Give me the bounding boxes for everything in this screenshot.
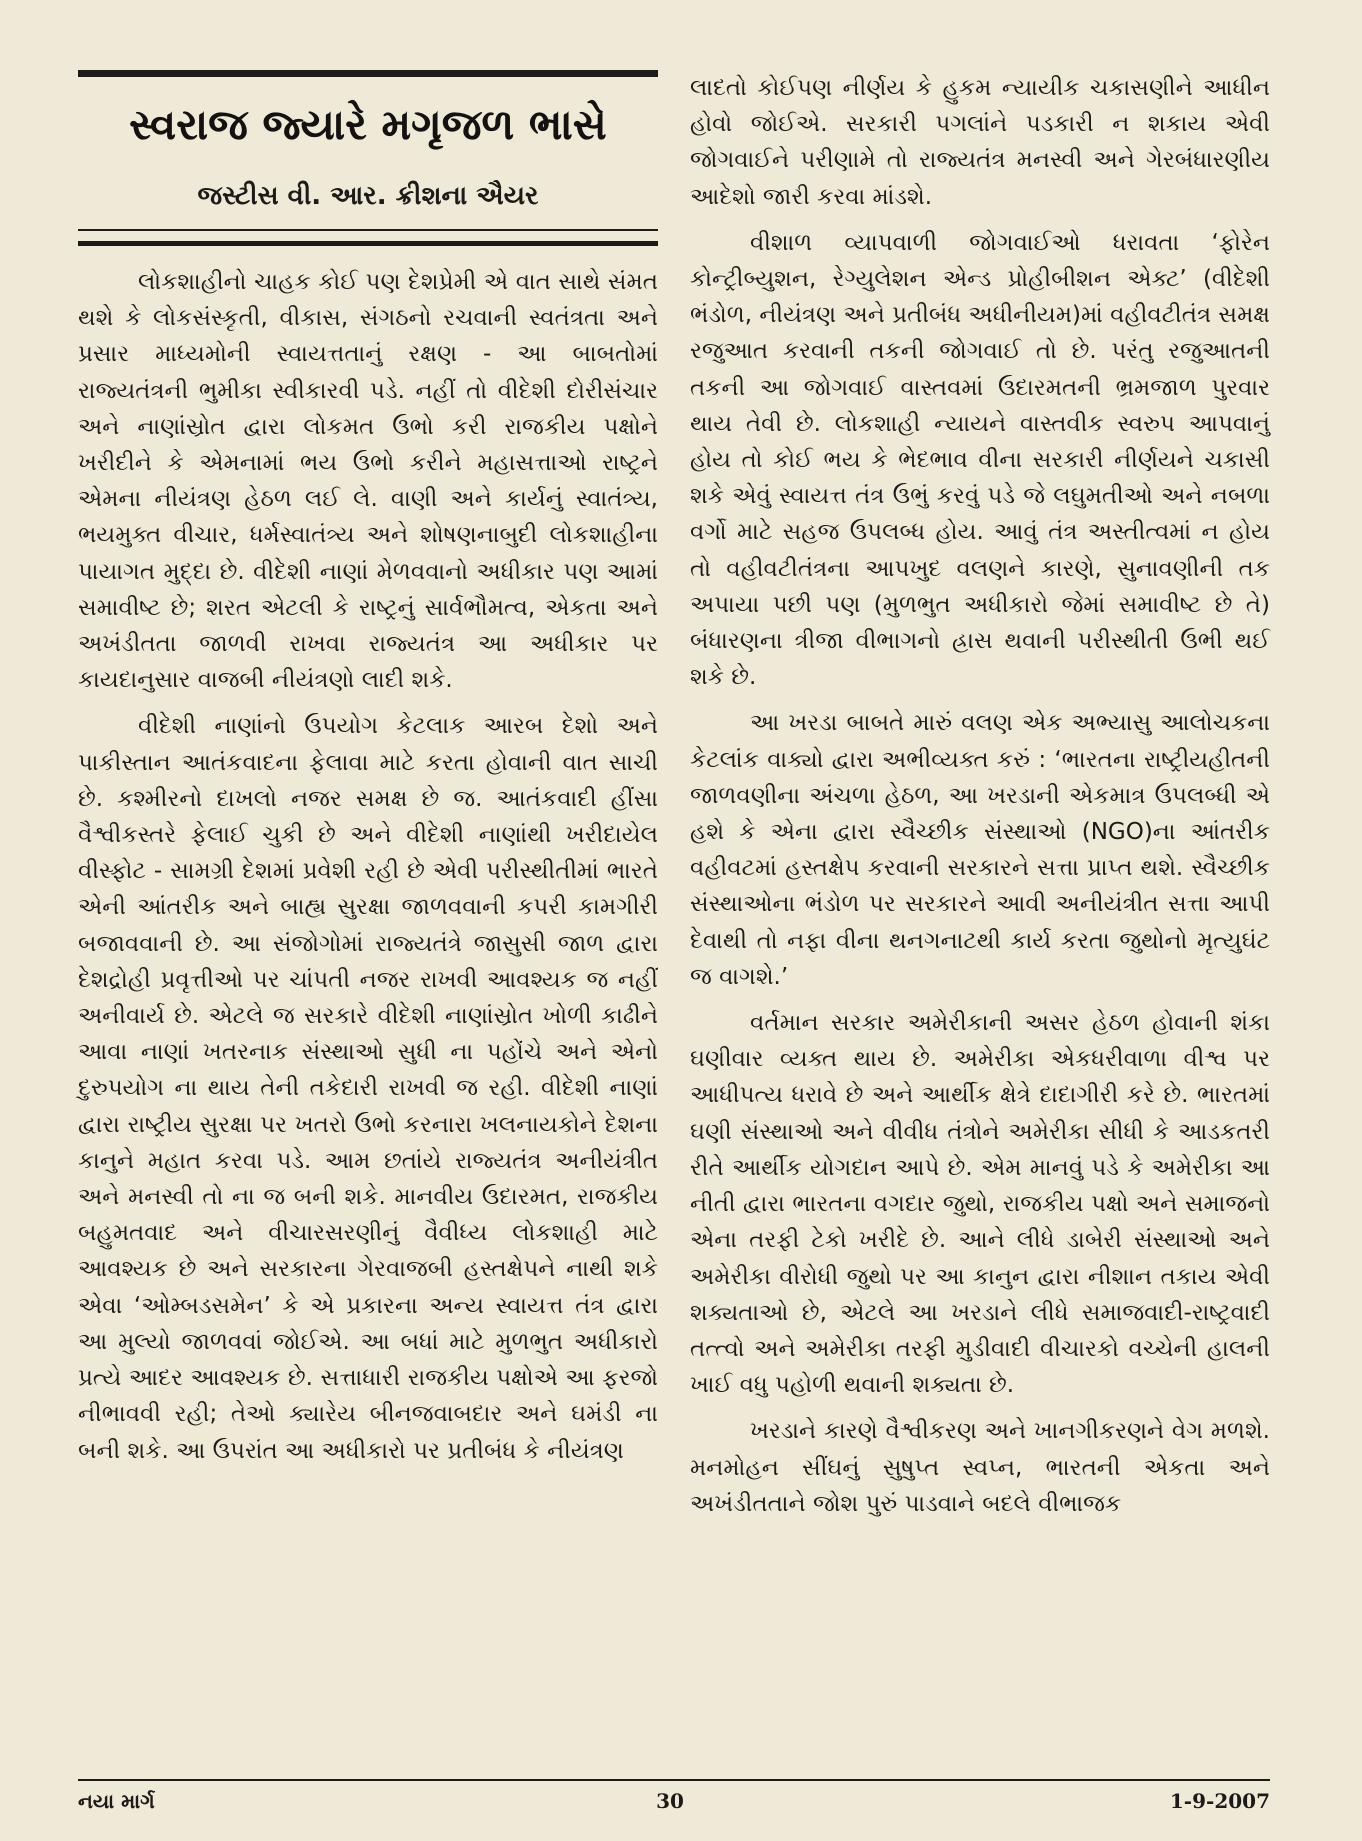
paragraph: લોકશાહીનો ચાહક કોઈ પણ દેશપ્રેમી એ વાત સાથે સંમત થશે કે લોકસંસ્કૃતી, વીકાસ, સંગઠનો રચવાની સ્વતંત્રતા અને પ્રસાર માધ્યમોની સ્વાયત્તતાનું રક્ષણ - આ બાબતોમાં રાજ્યતંત્રની ભુમીકા સ્વીકારવી પડે. નહીં તો વીદેશી દોરીસંચાર અને નાણાંસ્રોત દ્વારા લોકમત ઉભો કરી રાજકીય પક્ષોને ખરીદીને કે એમનામાં ભય ઉભો કરીને મહાસત્તાઓ રાષ્ટ્રને એમના નીયંત્રણ હેઠળ લઈ લે. વાણી અને કાર્યનું સ્વાતંત્ર્ય, ભયમુક્ત વીચાર, ધર્મસ્વાતંત્ર્ય અને શોષણનાબુદી લોકશાહીના પાયાગત મુદ્દા છે. વીદેશી નાણાં મેળવવાનો અધીકાર પણ આમાં સમાવીષ્ટ છે; શરત એટલી કે રાષ્ટ્રનું સાર્વભૌમત્વ, એકતા અને અખંડીતતા જાળવી રાખવા રાજ્યતંત્ર આ અધીકાર પર કાયદાનુસાર વાજબી નીયંત્રણો લાદી શકે. — [78, 269, 658, 694]
title-top-rule — [78, 70, 658, 77]
paragraph: આ ખરડા બાબતે મારું વલણ એક અભ્યાસુ આલોચકના કેટલાંક વાક્યો દ્વારા અભીવ્યક્ત કરું : ‘ભારતના રાષ્ટ્રીયહીતની જાળવણીના અંચળા હેઠળ, આ ખરડાની એકમાત્ર ઉપલબ્ધી એ હશે કે એના દ્વારા સ્વૈચ્છીક સંસ્થાઓ (NGO)ના આંતરીક વહીવટમાં હસ્તક્ષેપ કરવાની સરકારને સત્તા પ્રાપ્ત થશે. સ્વૈચ્છીક સંસ્થાઓના ભંડોળ પર સરકારને આવી અનીયંત્રીત સત્તા આપી દેવાથી તો નફા વીના થનગનાટથી કાર્ય કરતા જુથોનો મૃત્યુઘંટ જ વાગશે.’ — [690, 710, 1270, 990]
issue-date: 1-9-2007 — [1169, 1789, 1270, 1813]
paragraph: ખરડાને કારણે વૈશ્વીકરણ અને ખાનગીકરણને વેગ મળશે. મનમોહન સીંઘનું સુષુપ્ત સ્વપ્ન, ભારતની એકતા અને અખંડીતતાને જોશ પુરું પાડવાને બદલે વીભાજક — [690, 1418, 1270, 1517]
publication-name: નયા માર્ગ — [78, 1789, 155, 1813]
article-author: જસ્ટીસ વી. આર. ક્રીશના ઐયર — [197, 181, 539, 211]
paragraph: વીશાળ વ્યાપવાળી જોગવાઈઓ ધરાવતા ‘ફોરેન કોન્ટ્રીબ્યુશન, રેગ્યુલેશન એન્ડ પ્રોહીબીશન એક્ટ’ (વીદેશી ભંડોળ, નીયંત્રણ અને પ્રતીબંધ અધીનીયમ)માં વહીવટીતંત્ર સમક્ષ રજુઆત કરવાની તકની જોગવાઈ તો છે. પરંતુ રજુઆતની તકની આ જોગવાઈ વાસ્તવમાં ઉદારમતની ભ્રમજાળ પુરવાર થાય તેવી છે. લોકશાહી ન્યાયને વાસ્તવીક સ્વરુપ આપવાનું હોય તો કોઈ ભય કે ભેદભાવ વીના સરકારી નીર્ણયને ચકાસી શકે એવું સ્વાયત્ત તંત્ર ઉભું કરવું પડે જે લઘુમતીઓ અને નબળા વર્ગો માટે સહજ ઉપલબ્ધ હોય. આવું તંત્ર અસ્તીત્વમાં ન હોય તો વહીવટીતંત્રના આપખુદ વલણને કારણે, સુનાવણીની તક અપાયા પછી પણ (મુળભુત અધીકારો જેમાં સમાવીષ્ટ છે તે) બંધારણના ત્રીજા વીભાગનો હ્રાસ થવાની પરીસ્થીતી ઉભી થઈ શકે છે. — [690, 229, 1270, 691]
paragraph: વર્તમાન સરકાર અમેરીકાની અસર હેઠળ હોવાની શંકા ઘણીવાર વ્યક્ત થાય છે. અમેરીકા એકધરીવાળા વીશ્વ પર આધીપત્ય ધરાવે છે અને આર્થીક ક્ષેત્રે દાદાગીરી કરે છે. ભારતમાં ઘણી સંસ્થાઓ અને વીવીધ તંત્રોને અમેરીકા સીધી કે આડકતરી રીતે આર્થીક યોગદાન આપે છે. એમ માનવું પડે કે અમેરીકા આ નીતી દ્વારા ભારતના વગદાર જુથો, રાજકીય પક્ષો અને સમાજનો એના તરફી ટેકો ખરીદે છે. આને લીધે ડાબેરી સંસ્થાઓ અને અમેરીકા વીરોધી જુથો પર આ કાનુન દ્વારા નીશાન તકાય એવી શક્યતાઓ છે, એટલે આ ખરડાને લીધે સમાજવાદી-રાષ્ટ્રવાદી તત્ત્વો અને અમેરીકા તરફી મુડીવાદી વીચારકો વચ્ચેની હાલની ખાઈ વધુ પહોળી થવાની શક્યતા છે. — [690, 1010, 1270, 1399]
paragraph: લાદતો કોઈપણ નીર્ણય કે હુકમ ન્યાયીક ચકાસણીને આધીન હોવો જોઈએ. સરકારી પગલાંને પડકારી ન શકાય એવી જોગવાઈને પરીણામે તો રાજ્યતંત્ર મનસ્વી અને ગેરબંધારણીય આદેશો જારી કરવા માંડશે. — [690, 75, 1270, 210]
author-divider-thin — [78, 229, 658, 231]
footer-rule — [78, 1779, 1270, 1781]
author-divider-thick — [78, 241, 658, 246]
paragraph: વીદેશી નાણાંનો ઉપયોગ કેટલાક આરબ દેશો અને પાકીસ્તાન આતંકવાદના ફેલાવા માટે કરતા હોવાની વાત સાચી છે. કશ્મીરનો દાખલો નજર સમક્ષ છે જ. આતંકવાદી હીંસા વૈશ્વીકસ્તરે ફેલાઈ ચુકી છે અને વીદેશી નાણાંથી ખરીદાયેલ વીસ્ફોટ - સામગ્રી દેશમાં પ્રવેશી રહી છે એવી પરીસ્થીતીમાં ભારતે એની આંતરીક અને બાહ્ય સુરક્ષા જાળવવાની કપરી કામગીરી બજાવવાની છે. આ સંજોગોમાં રાજ્યતંત્રે જાસુસી જાળ દ્વારા દેશદ્રોહી પ્રવૃત્તીઓ પર ચાંપતી નજર રાખવી આવશ્યક જ નહીં અનીવાર્ય છે. એટલે જ સરકારે વીદેશી નાણાંસ્રોત ખોળી કાઢીને આવા નાણાં ખતરનાક સંસ્થાઓ સુધી ના પહોંચે અને એનો દુરુપયોગ ના થાય તેની તકેદારી રાખવી જ રહી. વીદેશી નાણાં દ્વારા રાષ્ટ્રીય સુરક્ષા પર ખતરો ઉભો કરનારા ખલનાયકોને દેશના કાનુને મહાત કરવા પડે. આમ છતાંયે રાજ્યતંત્ર અનીયંત્રીત અને મનસ્વી તો ના જ બની શકે. માનવીય ઉદારમત, રાજકીય બહુમતવાદ અને વીચારસરણીનું વૈવીધ્ય લોકશાહી માટે આવશ્યક છે અને સરકારના ગેરવાજબી હસ્તક્ષેપને નાથી શકે એવા ‘ઓમ્બડસમેન’ કે એ પ્રકારના અન્ય સ્વાયત્ત તંત્ર દ્વારા આ મુલ્યો જાળવવાં જોઈએ. આ બધાં માટે મુળભુત અધીકારો પ્રત્યે આદર આવશ્યક છે. સત્તાધારી રાજકીય પક્ષોએ આ ફરજો નીભાવવી રહી; તેઓ ક્યારેય બીનજવાબદાર અને ઘમંડી ના બની શકે. આ ઉપરાંત આ અધીકારો પર પ્રતીબંધ કે નીયંત્રણ — [78, 713, 658, 1464]
page-number: 30 — [656, 1789, 684, 1813]
left-column — [78, 70, 658, 1479]
right-column — [690, 70, 1270, 1532]
article-title: સ્વરાજ જ્યારે મગૃજળ ભાસે — [129, 100, 607, 149]
